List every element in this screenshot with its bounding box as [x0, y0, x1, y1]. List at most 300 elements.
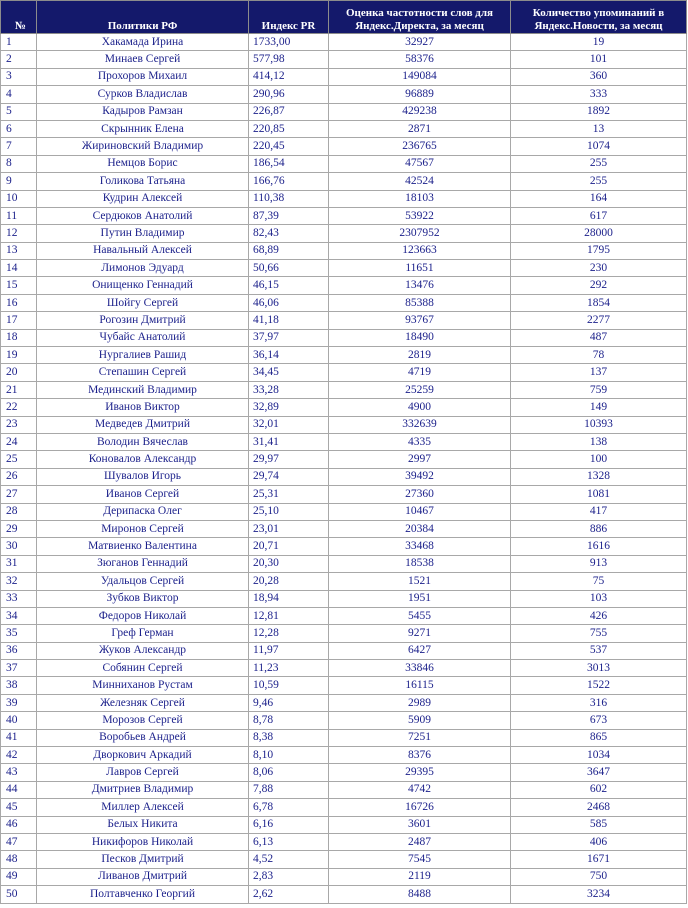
table-row [1, 816, 687, 833]
cell-news-mentions: 913 [511, 555, 687, 572]
cell-news-mentions: 1616 [511, 538, 687, 555]
cell-news-mentions: 292 [511, 277, 687, 294]
table-row [1, 364, 687, 381]
cell-pr-index: 12,28 [249, 625, 329, 642]
cell-pr-index: 33,28 [249, 381, 329, 398]
cell-pr-index: 7,88 [249, 781, 329, 798]
cell-number: 43 [1, 764, 37, 781]
cell-news-mentions: 103 [511, 590, 687, 607]
cell-number: 22 [1, 399, 37, 416]
cell-direct-frequency: 32927 [329, 34, 511, 51]
table-row [1, 747, 687, 764]
cell-direct-frequency: 4335 [329, 433, 511, 450]
cell-pr-index: 12,81 [249, 607, 329, 624]
table-row [1, 729, 687, 746]
cell-news-mentions: 759 [511, 381, 687, 398]
cell-politician-name: Коновалов Александр [37, 451, 249, 468]
cell-direct-frequency: 42524 [329, 173, 511, 190]
cell-politician-name: Онищенко Геннадий [37, 277, 249, 294]
cell-news-mentions: 750 [511, 868, 687, 885]
cell-news-mentions: 1795 [511, 242, 687, 259]
cell-politician-name: Ливанов Дмитрий [37, 868, 249, 885]
cell-direct-frequency: 47567 [329, 155, 511, 172]
cell-number: 36 [1, 642, 37, 659]
cell-politician-name: Белых Никита [37, 816, 249, 833]
cell-news-mentions: 3234 [511, 886, 687, 903]
cell-news-mentions: 28000 [511, 225, 687, 242]
cell-pr-index: 8,38 [249, 729, 329, 746]
cell-number: 38 [1, 677, 37, 694]
cell-number: 35 [1, 625, 37, 642]
table-row [1, 68, 687, 85]
table-body [1, 34, 687, 904]
cell-number: 3 [1, 68, 37, 85]
cell-pr-index: 1733,00 [249, 34, 329, 51]
table-row [1, 86, 687, 103]
cell-number: 23 [1, 416, 37, 433]
cell-direct-frequency: 2119 [329, 868, 511, 885]
cell-politician-name: Мединский Владимир [37, 381, 249, 398]
cell-direct-frequency: 4719 [329, 364, 511, 381]
cell-pr-index: 6,16 [249, 816, 329, 833]
cell-direct-frequency: 53922 [329, 207, 511, 224]
table-header [1, 1, 687, 34]
cell-politician-name: Навальный Алексей [37, 242, 249, 259]
cell-news-mentions: 1671 [511, 851, 687, 868]
cell-news-mentions: 255 [511, 155, 687, 172]
cell-news-mentions: 316 [511, 694, 687, 711]
cell-politician-name: Немцов Борис [37, 155, 249, 172]
cell-number: 15 [1, 277, 37, 294]
cell-direct-frequency: 39492 [329, 468, 511, 485]
cell-direct-frequency: 332639 [329, 416, 511, 433]
header-pr-index: Индекс PR [249, 1, 329, 34]
cell-direct-frequency: 85388 [329, 294, 511, 311]
cell-politician-name: Удальцов Сергей [37, 573, 249, 590]
table-row [1, 468, 687, 485]
cell-pr-index: 166,76 [249, 173, 329, 190]
cell-politician-name: Миронов Сергей [37, 520, 249, 537]
header-news-mentions: Количество упоминаний в Яндекс.Новости, за месяц [511, 1, 687, 34]
table-row [1, 294, 687, 311]
cell-politician-name: Минаев Сергей [37, 51, 249, 68]
cell-news-mentions: 602 [511, 781, 687, 798]
cell-pr-index: 18,94 [249, 590, 329, 607]
cell-direct-frequency: 5455 [329, 607, 511, 624]
cell-politician-name: Лавров Сергей [37, 764, 249, 781]
cell-pr-index: 82,43 [249, 225, 329, 242]
cell-pr-index: 29,97 [249, 451, 329, 468]
cell-news-mentions: 417 [511, 503, 687, 520]
cell-politician-name: Зубков Виктор [37, 590, 249, 607]
cell-politician-name: Дворкович Аркадий [37, 747, 249, 764]
cell-pr-index: 87,39 [249, 207, 329, 224]
table-row [1, 312, 687, 329]
cell-direct-frequency: 2819 [329, 347, 511, 364]
cell-number: 2 [1, 51, 37, 68]
cell-news-mentions: 1892 [511, 103, 687, 120]
cell-politician-name: Прохоров Михаил [37, 68, 249, 85]
cell-news-mentions: 406 [511, 833, 687, 850]
cell-politician-name: Нургалиев Рашид [37, 347, 249, 364]
table-row [1, 642, 687, 659]
cell-direct-frequency: 93767 [329, 312, 511, 329]
cell-news-mentions: 755 [511, 625, 687, 642]
table-row [1, 173, 687, 190]
cell-direct-frequency: 18490 [329, 329, 511, 346]
header-politicians: Политики РФ [37, 1, 249, 34]
table-row [1, 660, 687, 677]
cell-politician-name: Кадыров Рамзан [37, 103, 249, 120]
cell-number: 14 [1, 260, 37, 277]
cell-news-mentions: 1034 [511, 747, 687, 764]
table-row [1, 694, 687, 711]
cell-pr-index: 32,89 [249, 399, 329, 416]
cell-number: 31 [1, 555, 37, 572]
cell-number: 45 [1, 799, 37, 816]
cell-politician-name: Кудрин Алексей [37, 190, 249, 207]
table-row [1, 590, 687, 607]
cell-pr-index: 414,12 [249, 68, 329, 85]
cell-news-mentions: 2468 [511, 799, 687, 816]
cell-politician-name: Греф Герман [37, 625, 249, 642]
cell-pr-index: 220,85 [249, 120, 329, 137]
table-row [1, 555, 687, 572]
cell-direct-frequency: 20384 [329, 520, 511, 537]
cell-pr-index: 8,10 [249, 747, 329, 764]
table-row [1, 399, 687, 416]
cell-number: 6 [1, 120, 37, 137]
cell-direct-frequency: 9271 [329, 625, 511, 642]
cell-pr-index: 36,14 [249, 347, 329, 364]
cell-pr-index: 25,31 [249, 486, 329, 503]
table-row [1, 764, 687, 781]
cell-direct-frequency: 2997 [329, 451, 511, 468]
cell-pr-index: 8,06 [249, 764, 329, 781]
cell-pr-index: 20,28 [249, 573, 329, 590]
cell-news-mentions: 426 [511, 607, 687, 624]
table-row [1, 799, 687, 816]
cell-number: 39 [1, 694, 37, 711]
cell-news-mentions: 10393 [511, 416, 687, 433]
cell-pr-index: 29,74 [249, 468, 329, 485]
cell-pr-index: 37,97 [249, 329, 329, 346]
cell-direct-frequency: 58376 [329, 51, 511, 68]
cell-direct-frequency: 8376 [329, 747, 511, 764]
table-row [1, 625, 687, 642]
cell-number: 50 [1, 886, 37, 903]
cell-number: 27 [1, 486, 37, 503]
cell-number: 19 [1, 347, 37, 364]
cell-direct-frequency: 16726 [329, 799, 511, 816]
table-row [1, 120, 687, 137]
cell-number: 42 [1, 747, 37, 764]
cell-news-mentions: 1081 [511, 486, 687, 503]
cell-pr-index: 31,41 [249, 433, 329, 450]
cell-direct-frequency: 1521 [329, 573, 511, 590]
cell-news-mentions: 3647 [511, 764, 687, 781]
cell-number: 11 [1, 207, 37, 224]
cell-direct-frequency: 33846 [329, 660, 511, 677]
table-row [1, 573, 687, 590]
header-number: № [1, 1, 37, 34]
cell-politician-name: Никифоров Николай [37, 833, 249, 850]
table-row [1, 190, 687, 207]
cell-politician-name: Матвиенко Валентина [37, 538, 249, 555]
cell-news-mentions: 13 [511, 120, 687, 137]
cell-news-mentions: 75 [511, 573, 687, 590]
cell-number: 34 [1, 607, 37, 624]
cell-number: 21 [1, 381, 37, 398]
cell-politician-name: Воробьев Андрей [37, 729, 249, 746]
cell-news-mentions: 78 [511, 347, 687, 364]
cell-number: 17 [1, 312, 37, 329]
cell-pr-index: 20,71 [249, 538, 329, 555]
cell-pr-index: 41,18 [249, 312, 329, 329]
cell-news-mentions: 255 [511, 173, 687, 190]
cell-pr-index: 6,78 [249, 799, 329, 816]
cell-politician-name: Иванов Сергей [37, 486, 249, 503]
cell-pr-index: 11,97 [249, 642, 329, 659]
cell-politician-name: Медведев Дмитрий [37, 416, 249, 433]
cell-politician-name: Иванов Виктор [37, 399, 249, 416]
cell-politician-name: Минниханов Рустам [37, 677, 249, 694]
cell-number: 7 [1, 138, 37, 155]
table-row [1, 381, 687, 398]
cell-direct-frequency: 4742 [329, 781, 511, 798]
cell-politician-name: Дмитриев Владимир [37, 781, 249, 798]
cell-pr-index: 25,10 [249, 503, 329, 520]
cell-pr-index: 186,54 [249, 155, 329, 172]
cell-news-mentions: 487 [511, 329, 687, 346]
cell-direct-frequency: 33468 [329, 538, 511, 555]
cell-news-mentions: 1522 [511, 677, 687, 694]
cell-news-mentions: 1854 [511, 294, 687, 311]
table-row [1, 503, 687, 520]
cell-news-mentions: 333 [511, 86, 687, 103]
cell-number: 25 [1, 451, 37, 468]
cell-news-mentions: 101 [511, 51, 687, 68]
cell-number: 16 [1, 294, 37, 311]
table-row [1, 851, 687, 868]
cell-news-mentions: 865 [511, 729, 687, 746]
table-row [1, 886, 687, 903]
cell-number: 32 [1, 573, 37, 590]
table-row [1, 277, 687, 294]
cell-politician-name: Степашин Сергей [37, 364, 249, 381]
cell-news-mentions: 1074 [511, 138, 687, 155]
table-row [1, 225, 687, 242]
cell-pr-index: 50,66 [249, 260, 329, 277]
table-row [1, 538, 687, 555]
cell-direct-frequency: 25259 [329, 381, 511, 398]
cell-pr-index: 46,15 [249, 277, 329, 294]
cell-pr-index: 68,89 [249, 242, 329, 259]
cell-politician-name: Жуков Александр [37, 642, 249, 659]
cell-politician-name: Морозов Сергей [37, 712, 249, 729]
cell-politician-name: Миллер Алексей [37, 799, 249, 816]
cell-number: 18 [1, 329, 37, 346]
cell-politician-name: Песков Дмитрий [37, 851, 249, 868]
cell-number: 44 [1, 781, 37, 798]
cell-politician-name: Хакамада Ирина [37, 34, 249, 51]
cell-pr-index: 9,46 [249, 694, 329, 711]
table-row [1, 781, 687, 798]
cell-news-mentions: 3013 [511, 660, 687, 677]
cell-direct-frequency: 11651 [329, 260, 511, 277]
cell-news-mentions: 138 [511, 433, 687, 450]
cell-pr-index: 8,78 [249, 712, 329, 729]
cell-direct-frequency: 6427 [329, 642, 511, 659]
cell-number: 12 [1, 225, 37, 242]
cell-politician-name: Дерипаска Олег [37, 503, 249, 520]
cell-direct-frequency: 13476 [329, 277, 511, 294]
cell-direct-frequency: 429238 [329, 103, 511, 120]
cell-politician-name: Рогозин Дмитрий [37, 312, 249, 329]
table-row [1, 520, 687, 537]
cell-politician-name: Володин Вячеслав [37, 433, 249, 450]
cell-news-mentions: 617 [511, 207, 687, 224]
cell-pr-index: 23,01 [249, 520, 329, 537]
cell-news-mentions: 137 [511, 364, 687, 381]
cell-direct-frequency: 1951 [329, 590, 511, 607]
cell-number: 24 [1, 433, 37, 450]
cell-number: 1 [1, 34, 37, 51]
table-row [1, 416, 687, 433]
cell-news-mentions: 19 [511, 34, 687, 51]
cell-number: 48 [1, 851, 37, 868]
table-row [1, 260, 687, 277]
header-row [1, 1, 687, 34]
cell-pr-index: 4,52 [249, 851, 329, 868]
cell-direct-frequency: 2487 [329, 833, 511, 850]
table-row [1, 242, 687, 259]
cell-politician-name: Чубайс Анатолий [37, 329, 249, 346]
table-row [1, 329, 687, 346]
table-row [1, 138, 687, 155]
cell-pr-index: 34,45 [249, 364, 329, 381]
cell-direct-frequency: 27360 [329, 486, 511, 503]
cell-politician-name: Жириновский Владимир [37, 138, 249, 155]
cell-number: 46 [1, 816, 37, 833]
table-row [1, 712, 687, 729]
cell-direct-frequency: 7251 [329, 729, 511, 746]
cell-politician-name: Голикова Татьяна [37, 173, 249, 190]
cell-number: 33 [1, 590, 37, 607]
cell-number: 29 [1, 520, 37, 537]
cell-number: 28 [1, 503, 37, 520]
cell-news-mentions: 537 [511, 642, 687, 659]
table-row [1, 486, 687, 503]
cell-number: 37 [1, 660, 37, 677]
cell-politician-name: Шувалов Игорь [37, 468, 249, 485]
table-row [1, 207, 687, 224]
cell-direct-frequency: 16115 [329, 677, 511, 694]
cell-pr-index: 20,30 [249, 555, 329, 572]
table-row [1, 677, 687, 694]
table-row [1, 347, 687, 364]
cell-news-mentions: 1328 [511, 468, 687, 485]
cell-pr-index: 6,13 [249, 833, 329, 850]
cell-news-mentions: 585 [511, 816, 687, 833]
cell-politician-name: Федоров Николай [37, 607, 249, 624]
cell-pr-index: 577,98 [249, 51, 329, 68]
table-row [1, 51, 687, 68]
cell-number: 40 [1, 712, 37, 729]
cell-direct-frequency: 5909 [329, 712, 511, 729]
cell-direct-frequency: 3601 [329, 816, 511, 833]
cell-direct-frequency: 10467 [329, 503, 511, 520]
cell-number: 4 [1, 86, 37, 103]
cell-politician-name: Шойгу Сергей [37, 294, 249, 311]
cell-news-mentions: 149 [511, 399, 687, 416]
cell-number: 30 [1, 538, 37, 555]
cell-pr-index: 32,01 [249, 416, 329, 433]
cell-direct-frequency: 8488 [329, 886, 511, 903]
cell-direct-frequency: 236765 [329, 138, 511, 155]
cell-direct-frequency: 2871 [329, 120, 511, 137]
cell-direct-frequency: 18103 [329, 190, 511, 207]
cell-direct-frequency: 149084 [329, 68, 511, 85]
cell-news-mentions: 673 [511, 712, 687, 729]
cell-direct-frequency: 4900 [329, 399, 511, 416]
cell-pr-index: 110,38 [249, 190, 329, 207]
cell-number: 20 [1, 364, 37, 381]
cell-pr-index: 2,83 [249, 868, 329, 885]
cell-politician-name: Полтавченко Георгий [37, 886, 249, 903]
cell-news-mentions: 360 [511, 68, 687, 85]
cell-pr-index: 10,59 [249, 677, 329, 694]
cell-direct-frequency: 7545 [329, 851, 511, 868]
cell-direct-frequency: 18538 [329, 555, 511, 572]
cell-politician-name: Собянин Сергей [37, 660, 249, 677]
table-row [1, 451, 687, 468]
cell-news-mentions: 100 [511, 451, 687, 468]
cell-pr-index: 2,62 [249, 886, 329, 903]
cell-pr-index: 46,06 [249, 294, 329, 311]
cell-politician-name: Зюганов Геннадий [37, 555, 249, 572]
cell-politician-name: Сурков Владислав [37, 86, 249, 103]
cell-direct-frequency: 2307952 [329, 225, 511, 242]
cell-number: 10 [1, 190, 37, 207]
cell-pr-index: 290,96 [249, 86, 329, 103]
cell-direct-frequency: 2989 [329, 694, 511, 711]
cell-number: 5 [1, 103, 37, 120]
cell-number: 49 [1, 868, 37, 885]
cell-news-mentions: 230 [511, 260, 687, 277]
cell-direct-frequency: 29395 [329, 764, 511, 781]
cell-politician-name: Скрынник Елена [37, 120, 249, 137]
cell-politician-name: Путин Владимир [37, 225, 249, 242]
header-direct-frequency: Оценка частотности слов для Яндекс.Директа, за месяц [329, 1, 511, 34]
cell-number: 9 [1, 173, 37, 190]
cell-number: 13 [1, 242, 37, 259]
cell-direct-frequency: 96889 [329, 86, 511, 103]
cell-politician-name: Железняк Сергей [37, 694, 249, 711]
cell-news-mentions: 2277 [511, 312, 687, 329]
table-row [1, 103, 687, 120]
table-row [1, 607, 687, 624]
cell-number: 41 [1, 729, 37, 746]
cell-number: 26 [1, 468, 37, 485]
cell-pr-index: 226,87 [249, 103, 329, 120]
table-row [1, 433, 687, 450]
cell-direct-frequency: 123663 [329, 242, 511, 259]
cell-news-mentions: 164 [511, 190, 687, 207]
cell-pr-index: 11,23 [249, 660, 329, 677]
table-row [1, 155, 687, 172]
cell-news-mentions: 886 [511, 520, 687, 537]
